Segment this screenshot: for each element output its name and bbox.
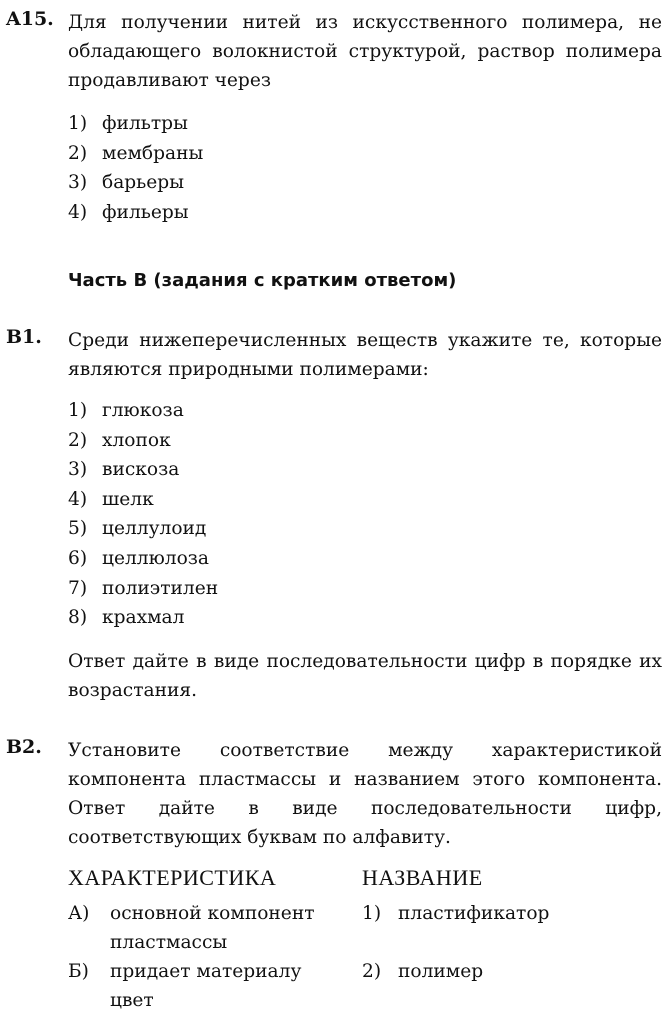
answer-option: 7) полиэтилен xyxy=(68,577,219,599)
row-name: полимер xyxy=(398,961,484,982)
row-characteristic: придает материалу цвет xyxy=(110,961,302,1011)
row-characteristic: основной компонент пластмассы xyxy=(110,903,315,953)
answer-instruction: Ответ дайте в виде последовательности цифр в порядке их возрастания. xyxy=(68,650,662,701)
question-text: Среди нижеперечисленных веществ укажите те, которые являются природными полимерами: xyxy=(68,330,662,380)
matching-row xyxy=(0,899,667,959)
question-body xyxy=(68,736,662,852)
question-number: B2. xyxy=(6,736,42,758)
question-text: Установите соответствие между характеристикой компонента пластмассы и названием этого компонента. Ответ дайте в виде последовательности цифр, соответствующих буквам по алфавиту. xyxy=(68,740,662,848)
column-heading-characteristic: ХАРАКТЕРИСТИКА xyxy=(68,865,277,890)
row-number: 2) xyxy=(362,961,382,982)
answer-option: 5) целлулоид xyxy=(68,518,207,540)
answer-option: 4) шелк xyxy=(68,488,154,510)
question-text: Для получении нитей из искусственного полимера, не обладающего волокнистой структурой, раствор полимера продавливают через xyxy=(68,12,662,91)
question-body xyxy=(68,8,662,227)
answer-option: 8) крахмал xyxy=(68,607,185,629)
answer-option: 2) хлопок xyxy=(68,429,171,451)
question-number: A15. xyxy=(6,8,54,30)
row-letter: А) xyxy=(68,903,90,924)
answer-option: 3) барьеры xyxy=(68,172,185,194)
answer-option: 1) фильтры xyxy=(68,113,188,134)
row-name: пластификатор xyxy=(398,903,550,924)
section-heading: Часть В (задания с кратким ответом) xyxy=(68,270,457,291)
answer-option: 2) мембраны xyxy=(68,142,204,164)
row-letter: Б) xyxy=(68,961,89,982)
question-number: B1. xyxy=(6,326,42,348)
answer-option: 1) глюкоза xyxy=(68,400,184,421)
column-heading-name: НАЗВАНИЕ xyxy=(362,865,483,890)
answer-option: 3) вискоза xyxy=(68,459,180,481)
answer-option: 6) целлюлоза xyxy=(68,547,210,569)
question-body xyxy=(68,326,662,705)
row-number: 1) xyxy=(362,903,382,924)
matching-row xyxy=(0,957,667,1017)
answer-option: 4) фильеры xyxy=(68,201,189,223)
